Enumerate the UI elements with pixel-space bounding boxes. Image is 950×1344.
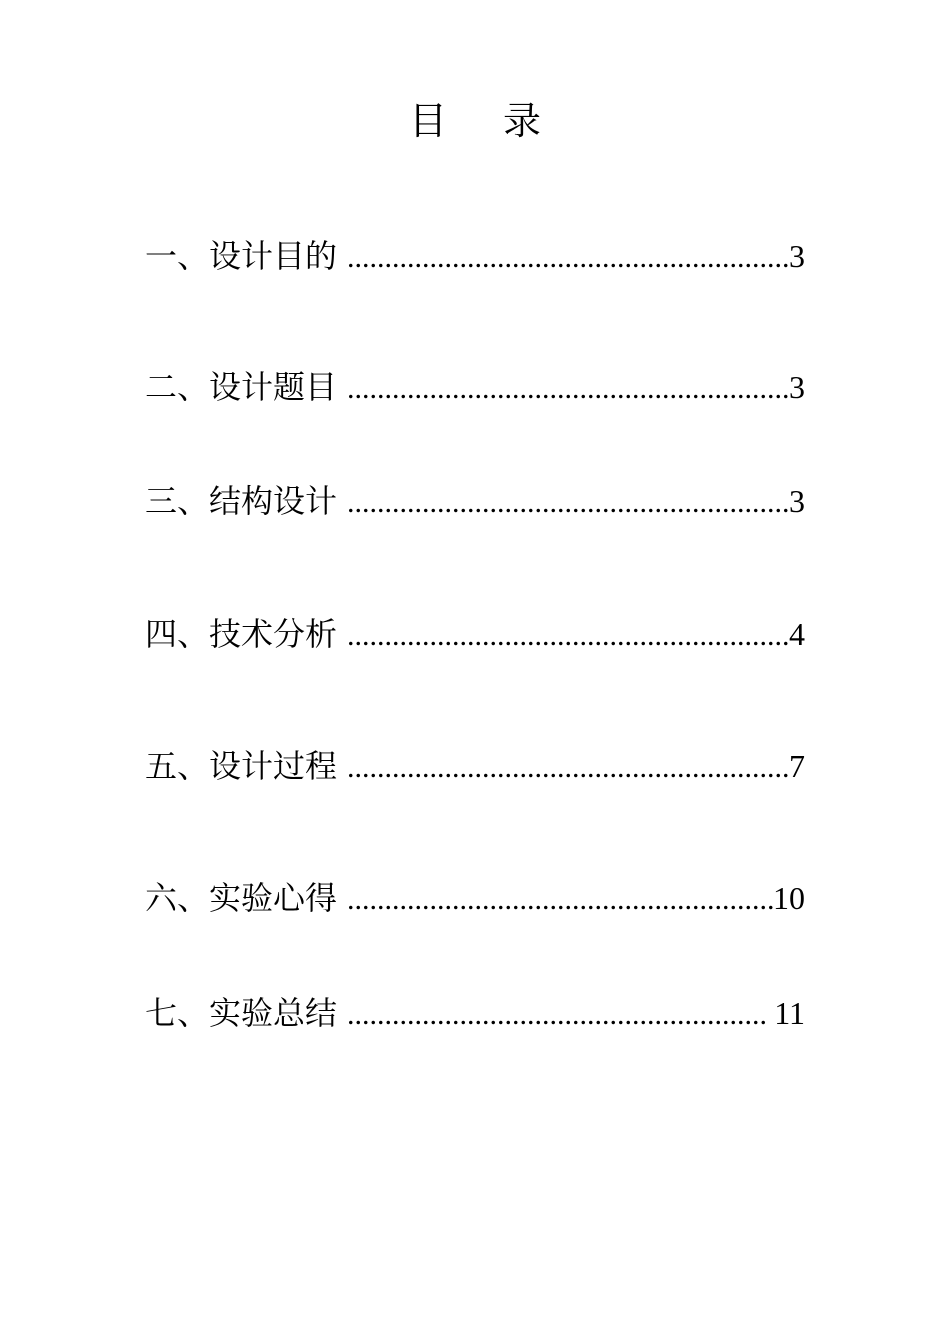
toc-dot-leader (347, 367, 789, 411)
toc-entry-label: 一、设计目的 (145, 237, 338, 275)
toc-page-number: 3 (789, 369, 805, 405)
toc-dot-leader (347, 746, 789, 790)
toc-dot-leader (347, 993, 766, 1037)
toc-page-number: 4 (789, 616, 805, 652)
toc-page-number: 3 (789, 238, 805, 274)
toc-page-number: 10 (773, 880, 805, 916)
toc-dot-leader (347, 236, 789, 280)
toc-title: 目 录 (408, 99, 564, 143)
toc-dot-leader (347, 614, 789, 658)
toc-dot-leader (347, 878, 773, 922)
toc-entry-label: 三、结构设计 (145, 482, 338, 520)
toc-entry-structure-design[interactable] (145, 479, 805, 523)
toc-entry-design-process[interactable] (145, 744, 805, 788)
toc-entry-technical-analysis[interactable] (145, 612, 805, 656)
toc-entry-label: 六、实验心得 (145, 879, 338, 917)
toc-entry-label: 二、设计题目 (145, 368, 338, 406)
toc-entry-experiment-summary[interactable] (145, 991, 805, 1035)
toc-dot-leader (347, 481, 789, 525)
toc-entry-design-purpose[interactable] (145, 234, 805, 278)
toc-entry-design-topic[interactable] (145, 365, 805, 409)
toc-page-number: 3 (789, 483, 805, 519)
toc-page-number: 7 (789, 748, 805, 784)
toc-entry-label: 四、技术分析 (145, 615, 338, 653)
toc-page-number: 11 (774, 995, 805, 1031)
toc-entry-experiment-insights[interactable] (145, 876, 805, 920)
toc-entry-label: 五、设计过程 (145, 747, 338, 785)
toc-entry-label: 七、实验总结 (145, 994, 338, 1032)
